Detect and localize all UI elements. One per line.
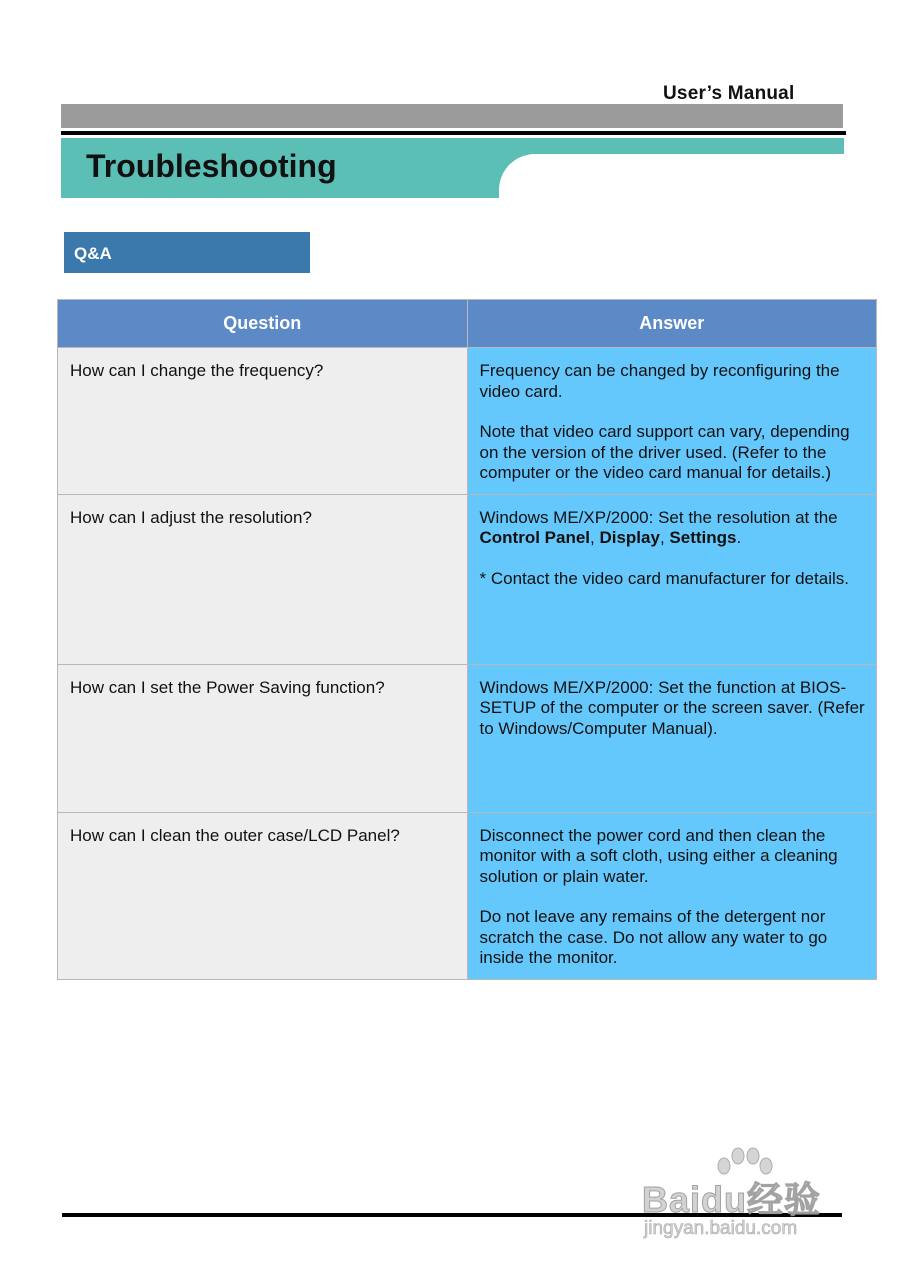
baidu-watermark: [638, 1146, 852, 1246]
answer-text: Disconnect the power cord and then clean the monitor with a soft cloth, using either a cleaning solution or plain water.: [479, 825, 838, 886]
watermark-brand: [642, 1172, 821, 1223]
page-title: Troubleshooting: [86, 148, 337, 184]
answer-intro: Windows ME/XP/2000: Set the resolution at the: [479, 507, 838, 527]
column-header-answer: Answer: [467, 300, 877, 348]
answer-note: * Contact the video card manufacturer for details.: [479, 568, 849, 588]
question-text: How can I adjust the resolution?: [70, 507, 312, 527]
answer-cell: [467, 664, 877, 812]
answer-text: Do not leave any remains of the detergent nor scratch the case. Do not allow any water to go inside the monitor.: [479, 907, 828, 967]
watermark-brand-cn: 经验: [747, 1179, 822, 1220]
answer-cell: [467, 812, 877, 979]
watermark-domain: jingyan.baidu.com: [644, 1218, 798, 1239]
question-text: How can I set the Power Saving function?: [70, 677, 385, 697]
table-row: [58, 494, 877, 664]
question-text: How can I clean the outer case/LCD Panel?: [70, 825, 400, 845]
question-text: How can I change the frequency?: [70, 361, 324, 380]
title-banner-curve: [499, 138, 539, 198]
question-cell: [58, 664, 468, 812]
section-tab-qa: Q&A: [64, 232, 310, 273]
watermark-brand-du: du: [701, 1179, 748, 1220]
column-header-question: Question: [58, 300, 468, 348]
table-row: [58, 348, 877, 495]
watermark-brand-bai: Bai: [642, 1179, 702, 1220]
path-display: Display: [599, 528, 660, 547]
path-settings: Settings: [669, 528, 737, 547]
header-rule: [61, 131, 846, 135]
answer-text: Windows ME/XP/2000: Set the resolution at the Control Panel, Display, Settings.: [479, 507, 838, 547]
question-cell: [58, 348, 468, 495]
answer-cell: [467, 494, 877, 664]
answer-text: Windows ME/XP/2000: Set the function at BIOS-SETUP of the computer or the screen saver. (Refer to Windows/Computer Manual).: [479, 677, 865, 738]
answer-text: Frequency can be changed by reconfiguring the video card.: [479, 361, 840, 401]
question-cell: [58, 812, 468, 979]
header-gray-bar: [61, 104, 843, 128]
table-row: [58, 812, 877, 979]
question-cell: [58, 494, 468, 664]
title-banner-strip: [499, 138, 844, 154]
path-control-panel: Control Panel: [479, 528, 591, 547]
manual-label: User’s Manual: [663, 83, 795, 104]
answer-cell: [467, 348, 877, 495]
qa-table: [57, 299, 877, 980]
table-row: [58, 664, 877, 812]
answer-text: Note that video card support can vary, depending on the version of the driver used. (Refer to the computer or the video card manual for details.): [479, 422, 850, 482]
table-header-row: [58, 300, 877, 348]
